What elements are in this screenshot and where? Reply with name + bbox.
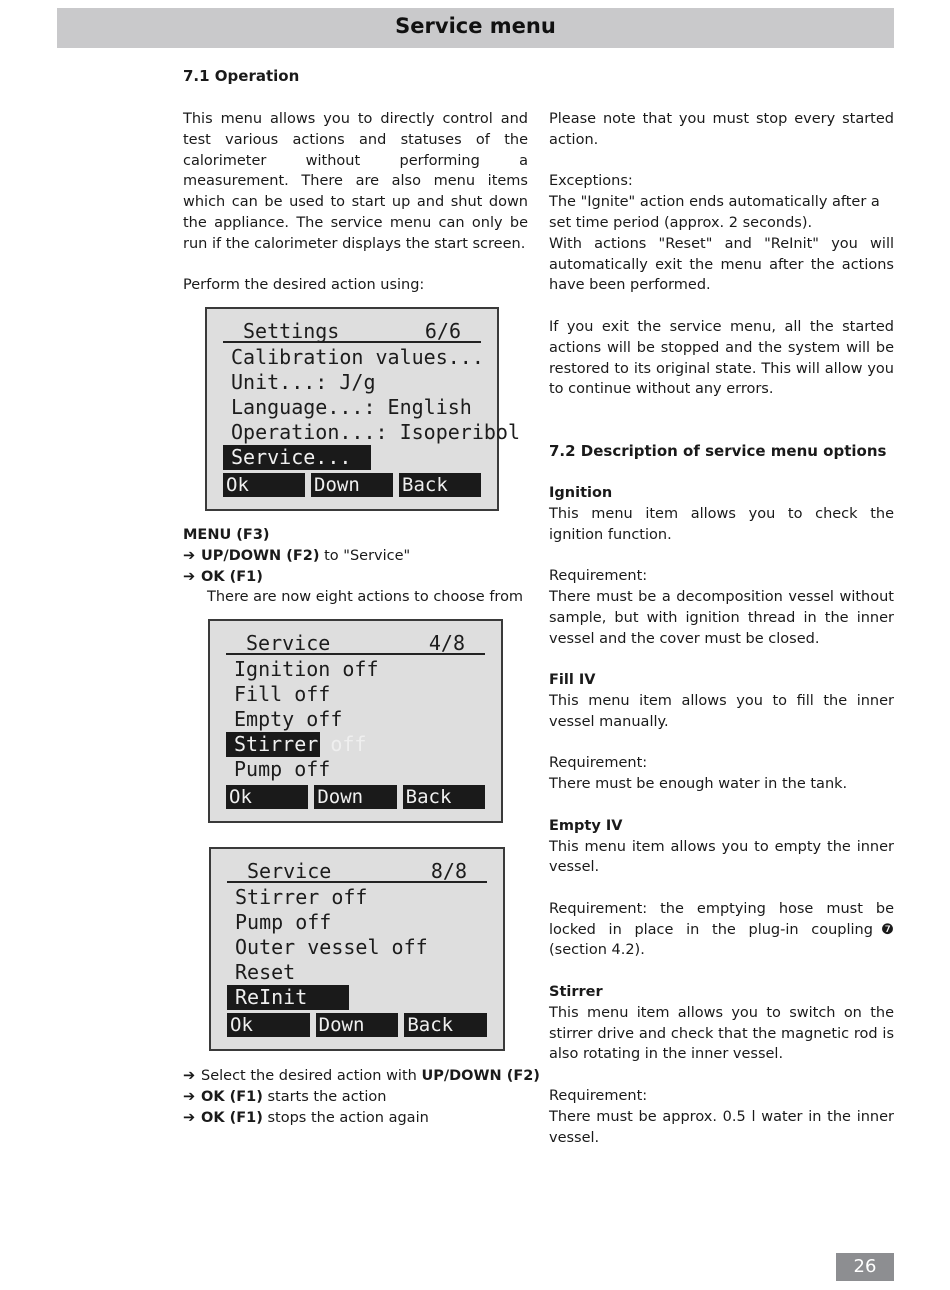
screen-menu-item-selected: Stirrer off (226, 732, 320, 757)
settings-screen (205, 307, 520, 511)
option-title-fill: Fill IV (549, 672, 596, 689)
requirement-stirrer: There must be approx. 0.5 l water in the inner vessel. (549, 1108, 894, 1146)
step-note: There are now eight actions to choose from (207, 589, 524, 606)
screen-menu-item: Unit...: J/g (231, 370, 376, 394)
menu-key-label: MENU (F3) (183, 527, 270, 543)
screen-menu-item: Calibration values... (231, 345, 484, 369)
exit-menu-note: If you exit the service menu, all the started actions will be stopped and the system will be restored to its original state. This will allow you to continue without any errors. (549, 318, 894, 398)
option-desc-ignition: This menu item allows you to check the ignition function. (549, 505, 894, 543)
screen-menu-item: Fill off (234, 682, 331, 706)
screen-menu-item: Pump off (235, 910, 332, 934)
screen-menu-item: Language...: English (231, 395, 472, 419)
stop-actions-note: Please note that you must stop every started action. (549, 111, 894, 148)
screen-menu-item-selected: ReInit (227, 985, 349, 1010)
page-number-box (836, 1253, 894, 1281)
option-title-empty: Empty IV (549, 817, 623, 834)
right-column (549, 109, 894, 1148)
action-steps (183, 1066, 540, 1128)
screen-page-indicator: 4/8 (428, 631, 465, 655)
screen-title: Service (247, 859, 332, 883)
option-desc-stirrer: This menu item allows you to switch on the stirrer drive and check that the magnetic rod is also rotating in the inner vessel. (549, 1004, 894, 1063)
exceptions-label: Exceptions: (549, 173, 633, 190)
screen-menu-item: Reset (235, 960, 296, 984)
arrow-right-icon: ➔ (183, 1109, 196, 1126)
screen-title: Settings (243, 319, 340, 343)
option-desc-empty: This menu item allows you to empty the inner vessel. (549, 838, 894, 876)
page-header-bar (57, 8, 894, 48)
screen-title: Service (246, 631, 331, 655)
screen-menu-item: Operation...: Isoperibol (231, 420, 520, 444)
service-screen-page-8 (209, 847, 505, 1051)
arrow-right-icon: ➔ (183, 547, 196, 564)
exception-ignite: The "Ignite" action ends automatically after a set time period (approx. 2 seconds). (549, 194, 880, 231)
requirement-label: Requirement: (549, 1088, 648, 1105)
arrow-right-icon: ➔ (183, 568, 196, 585)
screen-title-bar (223, 317, 481, 343)
perform-text: Perform the desired action using: (183, 277, 425, 294)
screen-softkeys (227, 1013, 487, 1037)
arrow-right-icon: ➔ (183, 1088, 196, 1105)
requirement-empty: Requirement: the emptying hose must be locked in place in the plug-in coupling❼ (section 4.2). (549, 900, 895, 959)
option-title-stirrer: Stirrer (549, 984, 603, 1001)
screen-title-bar (227, 857, 487, 883)
page-number: 26 (853, 1256, 877, 1277)
menu-steps (183, 525, 528, 608)
screen-page-indicator: 8/8 (430, 859, 467, 883)
service-screen-page-4 (208, 619, 503, 823)
requirement-label: Requirement: (549, 568, 648, 585)
option-title-ignition: Ignition (549, 484, 613, 501)
screen-title-bar (226, 629, 485, 655)
step-ok: ➔ OK (F1) (183, 567, 528, 588)
requirement-fill: There must be enough water in the tank. (549, 776, 848, 793)
screen-menu-item: Ignition off (234, 657, 379, 681)
option-desc-fill: This menu item allows you to fill the inner vessel manually. (549, 692, 894, 730)
step-start-action: ➔ OK (F1) starts the action (183, 1087, 533, 1108)
step-select-action: ➔ Select the desired action with UP/DOWN (F2) (183, 1066, 533, 1087)
screen-softkeys (223, 473, 481, 497)
page-title: Service menu (395, 14, 556, 38)
step-stop-action: ➔ OK (F1) stops the action again (183, 1108, 533, 1129)
softkey-down: Down (314, 785, 396, 809)
softkey-back: Back (403, 785, 485, 809)
intro-paragraph: This menu allows you to directly control and test various actions and statuses of the calorimeter without performing a measurement. There are also menu items which can be used to start up and shut down the appliance. The service menu can only be run if the calorimeter displays the start screen. (183, 111, 528, 252)
screen-menu-item: Outer vessel off (235, 935, 428, 959)
softkey-down: Down (316, 1013, 399, 1037)
softkey-back: Back (399, 473, 481, 497)
screen-menu-item: Stirrer off (235, 885, 368, 909)
softkey-ok: Ok (226, 785, 308, 809)
section-heading-operation: 7.1 Operation (183, 67, 300, 85)
callout-number-icon: ❼ (872, 921, 895, 938)
arrow-right-icon: ➔ (183, 1068, 196, 1084)
screen-page-indicator: 6/6 (424, 319, 461, 343)
softkey-ok: Ok (223, 473, 305, 497)
left-column (183, 66, 528, 296)
exception-reset: With actions "Reset" and "ReInit" you will automatically exit the menu after the actions have been performed. (549, 235, 894, 294)
softkey-down: Down (311, 473, 393, 497)
screen-menu-item-selected: Service... (223, 445, 371, 470)
step-up-down: ➔ UP/DOWN (F2) to "Service" (183, 546, 528, 567)
screen-menu-item: Pump off (234, 757, 331, 781)
softkey-ok: Ok (227, 1013, 310, 1037)
screen-softkeys (226, 785, 485, 809)
section-heading-description: 7.2 Description of service menu options (549, 442, 887, 461)
requirement-ignition: There must be a decomposition vessel without sample, but with ignition thread in the inner vessel and the cover must be closed. (549, 588, 894, 647)
softkey-back: Back (404, 1013, 487, 1037)
requirement-label: Requirement: (549, 755, 648, 772)
screen-menu-item: Empty off (234, 707, 343, 731)
